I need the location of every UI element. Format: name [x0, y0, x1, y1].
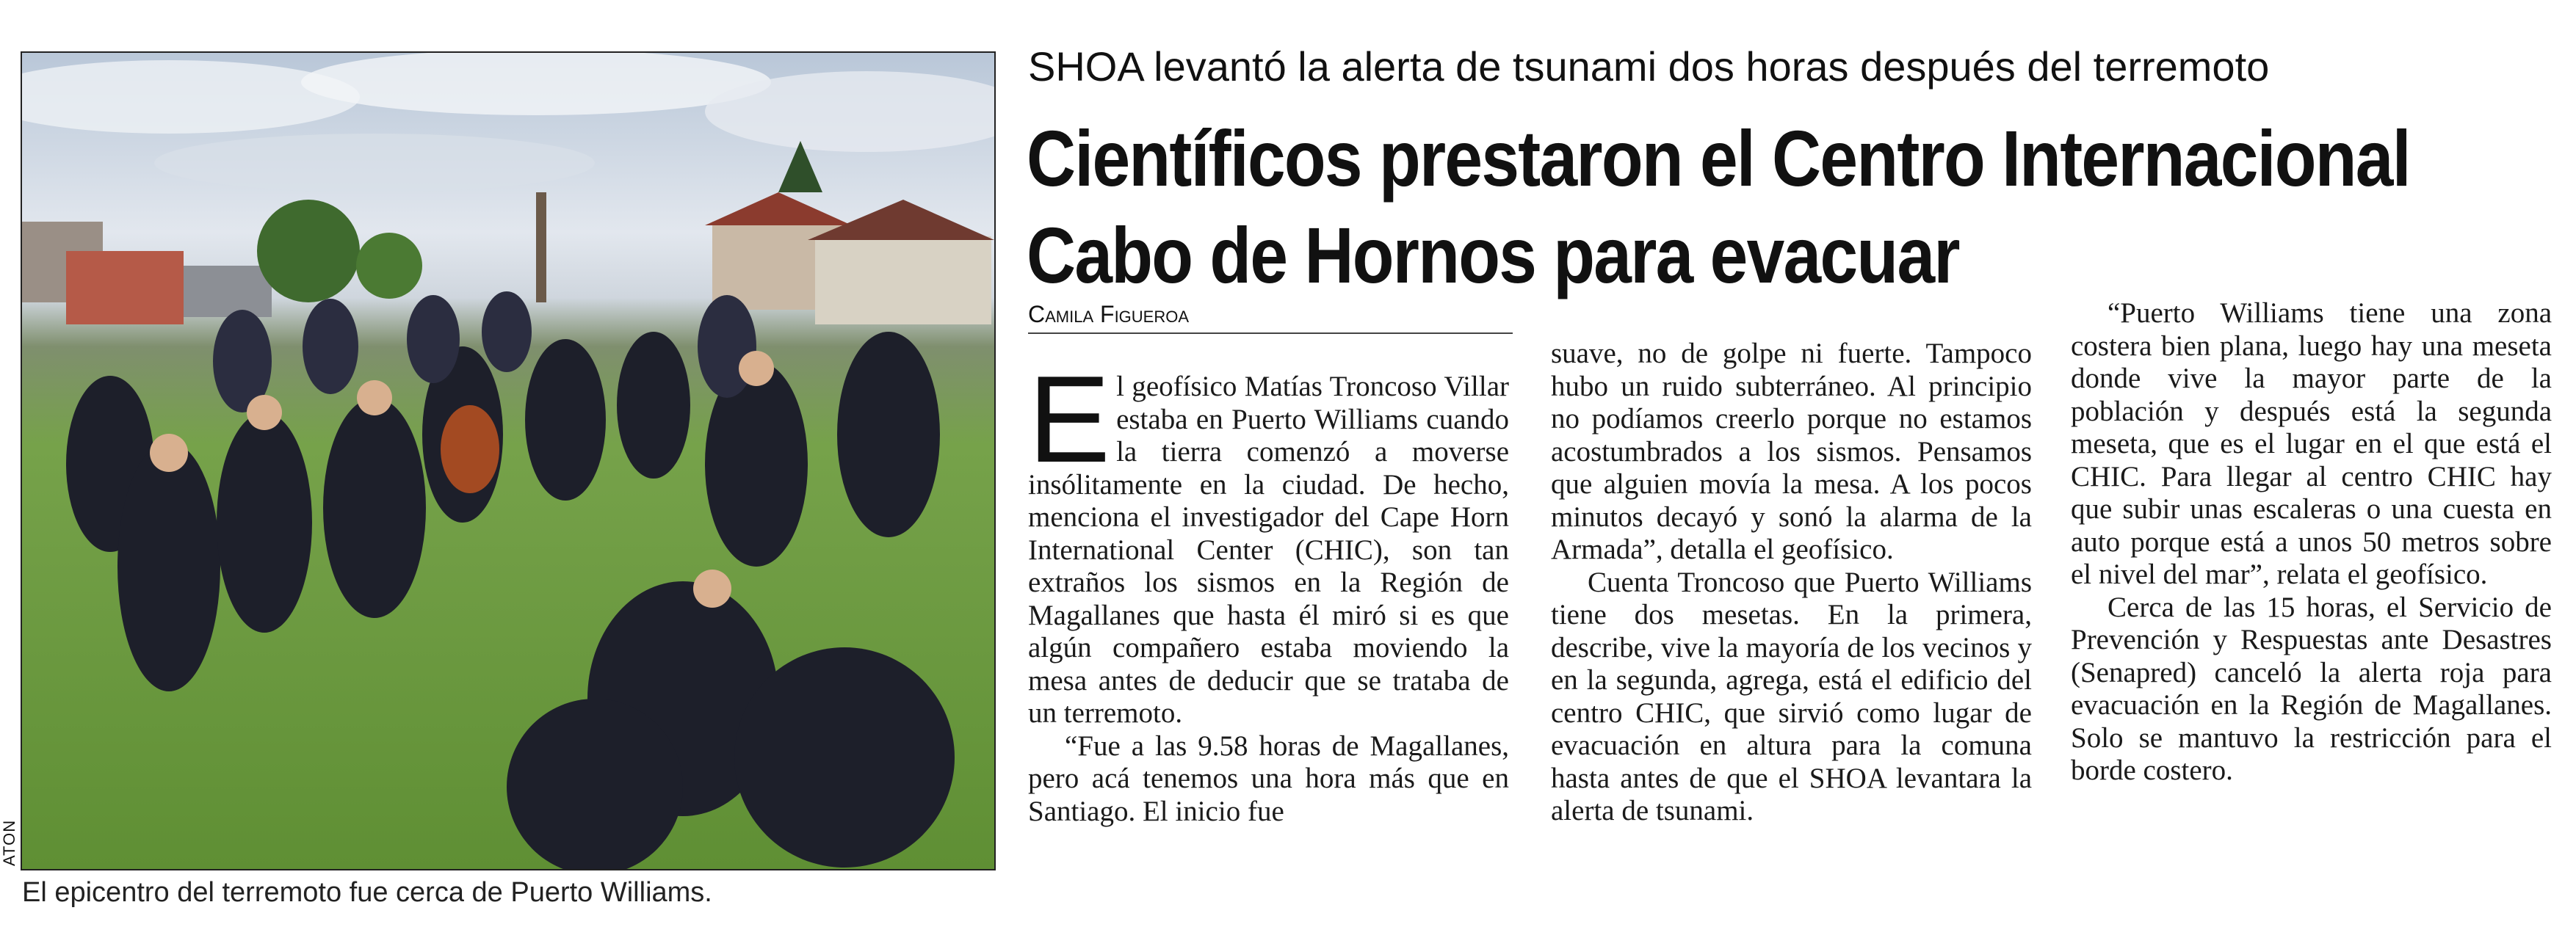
paragraph: Cerca de las 15 horas, el Servicio de Prevención y Respuestas ante Desastres (Senapred) canceló la alerta roja para evacuación en la Región de Magallanes. Solo se mantuvo la restricción para el borde costero. — [2071, 591, 2552, 786]
article-column-2 — [1551, 338, 2032, 828]
evacuation-crowd-image — [22, 53, 994, 869]
article-column-3 — [2071, 297, 2552, 788]
paragraph: “Fue a las 9.58 horas de Magallanes, pero acá tenemos una hora más que en Santiago. El inicio fue — [1028, 730, 1509, 827]
paragraph-text: l geofísico Matías Troncoso Villar estaba en Puerto Williams cuando la tierra comenzó a moverse insólitamente en la ciudad. De hecho, menciona el investigador del Cape Horn International Center (CHIC), son tan extraños los sismos en la Región de Magallanes que hasta él miró si es que algún compañero estaba moviendo la mesa antes de deducir que se trataba de un terremoto. — [1028, 371, 1509, 729]
byline: Camila Figueroa — [1028, 301, 1513, 334]
article-headline — [1027, 110, 2410, 304]
article-column-1 — [1028, 350, 1509, 828]
headline-line-2: Cabo de Hornos para evacuar — [1027, 211, 1959, 299]
photo-caption: El epicentro del terremoto fue cerca de Puerto Williams. — [22, 877, 712, 908]
drop-cap: E — [1028, 350, 1111, 488]
news-photo — [21, 51, 996, 870]
paragraph: suave, no de golpe ni fuerte. Tampoco hubo un ruido subterráneo. Al principio no podíamos creerlo porque no estamos acostumbrados a los sismos. Pensamos que alguien movía la mesa. A los pocos minutos decayó y sonó la alarma de la Armada”, detalla el geofísico. — [1551, 338, 2032, 565]
paragraph: “Puerto Williams tiene una zona costera bien plana, luego hay una meseta donde vive la mayor parte de la población y después está la segunda meseta, que es el lugar en el que está el CHIC. Para llegar al centro CHIC hay que subir unas escaleras o una cuesta en auto porque está a unos 50 metros sobre el nivel del mar”, relata el geofísico. — [2071, 297, 2552, 590]
paragraph: Cuenta Troncoso que Puerto Williams tiene dos mesetas. En la primera, describe, vive la mayoría de los vecinos y en la segunda, agrega, está el edificio del centro CHIC, que sirvió como lugar de evacuación en altura para la comuna hasta antes de que el SHOA levantara la alerta de tsunami. — [1551, 566, 2032, 826]
photo-credit: ATON — [0, 819, 18, 866]
article-kicker: SHOA levantó la alerta de tsunami dos horas después del terremoto — [1028, 43, 2270, 90]
headline-line-1: Científicos prestaron el Centro Internacional — [1027, 114, 2410, 203]
paragraph — [1028, 350, 1509, 730]
